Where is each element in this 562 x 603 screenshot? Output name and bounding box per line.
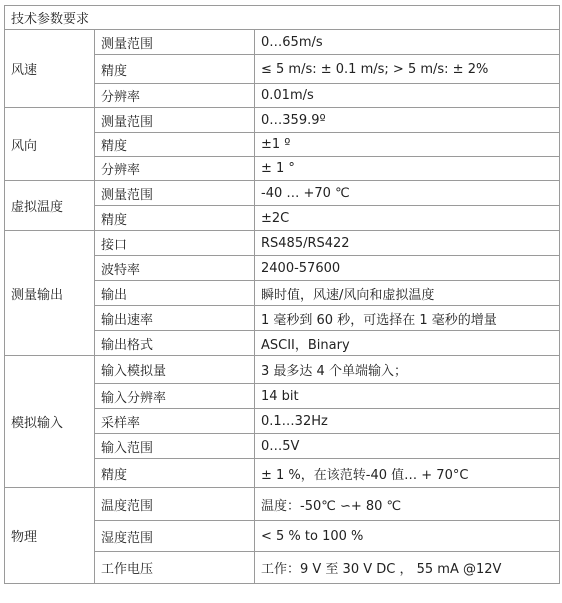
param-name-cell: 输出: [95, 281, 255, 306]
param-value-cell: 3 最多达 4 个单端输入；: [255, 356, 560, 384]
param-name-cell: 测量范围: [95, 108, 255, 133]
param-name-cell: 测量范围: [95, 181, 255, 206]
table-row: [5, 30, 560, 55]
group-name-cell: 测量输出: [5, 231, 95, 356]
param-value-cell: -40 … +70 ℃: [255, 181, 560, 206]
table-title: 技术参数要求: [5, 6, 560, 30]
param-value-cell: ±2C: [255, 206, 560, 231]
group-name-cell: 模拟输入: [5, 356, 95, 488]
param-name-cell: 分辨率: [95, 157, 255, 181]
param-value-cell: ≤ 5 m/s: ± 0.1 m/s; > 5 m/s: ± 2%: [255, 55, 560, 84]
group-name-cell: 虚拟温度: [5, 181, 95, 231]
group-name-cell: 风速: [5, 30, 95, 108]
param-name-cell: 输入分辨率: [95, 384, 255, 409]
param-name-cell: 精度: [95, 133, 255, 157]
param-name-cell: 输入范围: [95, 434, 255, 459]
table-row: [5, 231, 560, 256]
param-value-cell: ASCII，Binary: [255, 331, 560, 356]
param-value-cell: 0…359.9º: [255, 108, 560, 133]
param-value-cell: 1 毫秒到 60 秒，可选择在 1 毫秒的增量: [255, 306, 560, 331]
param-value-cell: 工作：9 V 至 30 V DC ， 55 mA @12V: [255, 552, 560, 584]
param-name-cell: 分辨率: [95, 84, 255, 108]
param-value-cell: < 5 % to 100 %: [255, 521, 560, 552]
param-value-cell: 0.1…32Hz: [255, 409, 560, 434]
param-name-cell: 工作电压: [95, 552, 255, 584]
param-value-cell: ± 1 %，在该范转-40 值… + 70°C: [255, 459, 560, 488]
table-row: [5, 356, 560, 384]
param-name-cell: 输出格式: [95, 331, 255, 356]
param-value-cell: 2400-57600: [255, 256, 560, 281]
spec-table: [4, 5, 560, 584]
group-name-cell: 风向: [5, 108, 95, 181]
spec-table-body: [5, 6, 560, 584]
param-value-cell: 瞬时值，风速/风向和虚拟温度: [255, 281, 560, 306]
param-name-cell: 输出速率: [95, 306, 255, 331]
param-value-cell: RS485/RS422: [255, 231, 560, 256]
table-row: [5, 108, 560, 133]
param-name-cell: 精度: [95, 55, 255, 84]
group-name-cell: 物理: [5, 488, 95, 584]
table-row: [5, 181, 560, 206]
param-value-cell: ±1 º: [255, 133, 560, 157]
param-value-cell: 0…65m/s: [255, 30, 560, 55]
param-name-cell: 采样率: [95, 409, 255, 434]
param-name-cell: 精度: [95, 206, 255, 231]
param-value-cell: 14 bit: [255, 384, 560, 409]
param-name-cell: 精度: [95, 459, 255, 488]
param-name-cell: 测量范围: [95, 30, 255, 55]
param-value-cell: ± 1 °: [255, 157, 560, 181]
table-row: [5, 488, 560, 521]
param-name-cell: 输入模拟量: [95, 356, 255, 384]
param-value-cell: 0.01m/s: [255, 84, 560, 108]
param-name-cell: 接口: [95, 231, 255, 256]
param-name-cell: 温度范围: [95, 488, 255, 521]
title-row: [5, 6, 560, 30]
param-name-cell: 湿度范围: [95, 521, 255, 552]
param-value-cell: 温度：-50℃ ∽+ 80 ℃: [255, 488, 560, 521]
param-value-cell: 0…5V: [255, 434, 560, 459]
param-name-cell: 波特率: [95, 256, 255, 281]
